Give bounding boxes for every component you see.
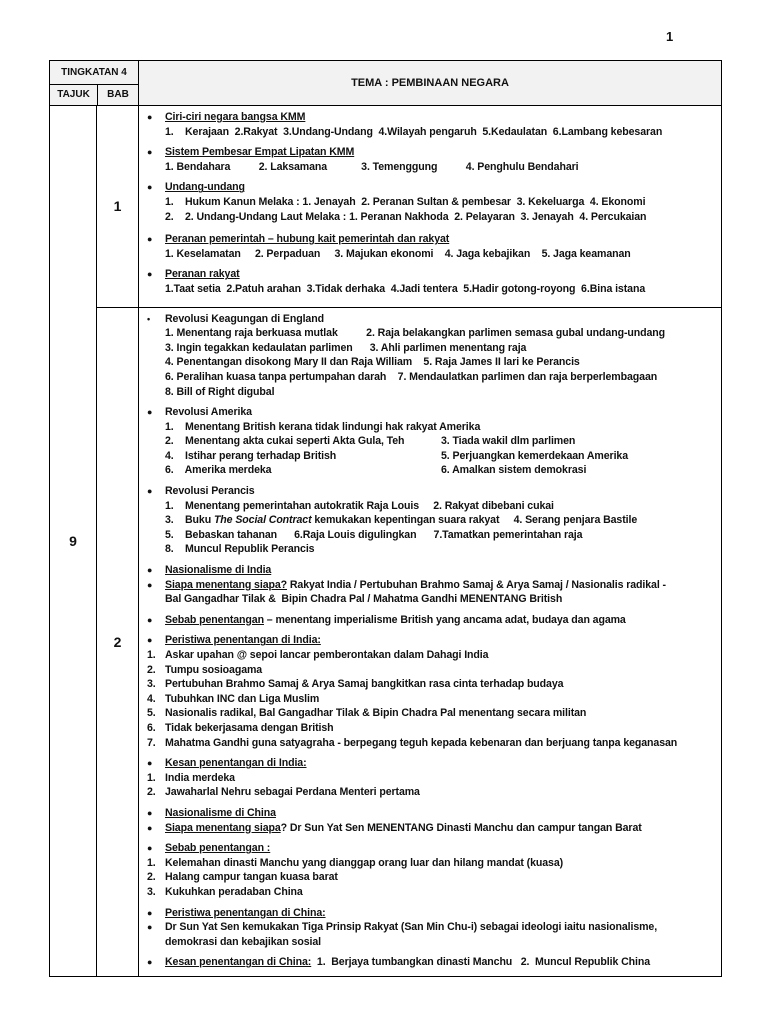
section-title: Nasionalisme di China	[165, 806, 276, 819]
content-line: Kesan penentangan di China: 1. Berjaya tumbangkan dinasti Manchu 2. Muncul Republik China	[165, 956, 651, 969]
content-line: 1. Keselamatan 2. Perpaduan 3. Majukan ekonomi 4. Jaga kebajikan 5. Jaga keamanan	[165, 247, 631, 260]
content-line: 8. Bill of Right digubal	[165, 385, 275, 398]
bab-label: BAB	[98, 85, 138, 105]
content-line: 3. Tiada wakil dlm parlimen	[441, 435, 576, 448]
content-line: 6. Amerika merdeka	[165, 464, 272, 477]
bullet-icon: ●	[147, 758, 153, 769]
content-line: 6. Amalkan sistem demokrasi	[441, 464, 587, 477]
list-number: 6.	[147, 721, 156, 734]
section-title: Peristiwa penentangan di India:	[165, 634, 321, 647]
bullet-icon: ●	[147, 407, 153, 418]
page-number: 1	[666, 29, 674, 44]
content-line: 1. Menentang British kerana tidak lindungi hak rakyat Amerika	[165, 420, 481, 433]
bullet-icon: ●	[147, 565, 153, 576]
list-number: 2.	[147, 871, 156, 884]
list-text: Jawaharlal Nehru sebagai Perdana Menteri pertama	[165, 786, 420, 799]
list-text: Tubuhkan INC dan Liga Muslim	[165, 692, 320, 705]
list-number: 1.	[147, 856, 156, 869]
list-item	[147, 736, 717, 751]
list-number: 5.	[147, 707, 156, 720]
bullet-icon: ●	[147, 269, 153, 280]
content-line: 3. Buku The Social Contract kemukakan kepentingan suara rakyat 4. Serang penjara Bastile	[165, 514, 638, 527]
list-text: Halang campur tangan kuasa barat	[165, 871, 338, 884]
content-line: 5. Perjuangkan kemerdekaan Amerika	[441, 449, 628, 462]
section-title: Sistem Pembesar Empat Lipatan KMM	[165, 146, 355, 159]
header-row	[50, 61, 722, 106]
content-line: 4. Penentangan disokong Mary II dan Raja William 5. Raja James II lari ke Perancis	[165, 356, 580, 369]
section-title: Revolusi Perancis	[165, 485, 255, 498]
list-item	[147, 706, 717, 721]
content-line: Bal Gangadhar Tilak & Bipin Chadra Pal / Mahatma Gandhi MENENTANG British	[165, 593, 563, 606]
list-text: Tumpu sosioagama	[165, 663, 263, 676]
bullet-icon: ●	[147, 614, 153, 625]
content-line: 8. Muncul Republik Perancis	[165, 543, 315, 556]
list-text: Kukuhkan peradaban China	[165, 885, 303, 898]
content-line: Dr Sun Yat Sen kemukakan Tiga Prinsip Rakyat (San Min Chu-i) sebagai ideologi iaitu nasionalisme,	[165, 921, 658, 934]
list-item	[147, 870, 717, 885]
bullet-icon: ●	[147, 579, 153, 590]
list-item	[147, 785, 717, 800]
list-text: Tidak bekerjasama dengan British	[165, 721, 334, 734]
section-title: Kesan penentangan di India:	[165, 757, 307, 770]
bab1-content	[139, 106, 722, 308]
list-text: Kelemahan dinasti Manchu yang dianggap orang luar dan hilang mandat (kuasa)	[165, 856, 564, 869]
bab2-content	[139, 307, 722, 976]
list-item	[147, 663, 717, 678]
list-item	[147, 856, 717, 871]
list-number: 4.	[147, 692, 156, 705]
section-title: Peristiwa penentangan di China:	[165, 906, 326, 919]
list-text: Nasionalis radikal, Bal Gangadhar Tilak & Bipin Chadra Pal menentang secara militan	[165, 707, 587, 720]
list-item	[147, 885, 717, 900]
content-line: demokrasi dan kebajikan sosial	[165, 935, 321, 948]
tajuk-value: 9	[50, 106, 97, 977]
bullet-icon: ●	[147, 486, 153, 497]
content-line: 2. 2. Undang-Undang Laut Melaka : 1. Peranan Nakhoda 2. Pelayaran 3. Jenayah 4. Percukaian	[165, 210, 647, 223]
list-item	[147, 692, 717, 707]
content-line: Siapa menentang siapa? Rakyat India / Pertubuhan Brahmo Samaj & Arya Samaj / Nasionalis radikal -	[165, 578, 666, 591]
tema-title: TEMA : PEMBINAAN NEGARA	[139, 61, 722, 106]
list-item	[147, 721, 717, 736]
section-title: Sebab penentangan :	[165, 842, 271, 855]
header-left-cell	[50, 61, 139, 106]
content-line: 4. Istihar perang terhadap British	[165, 449, 337, 462]
bullet-icon: ●	[147, 147, 153, 158]
bullet-icon: ●	[147, 182, 153, 193]
content-line: 1. Bendahara 2. Laksamana 3. Temenggung 4. Penghulu Bendahari	[165, 160, 579, 173]
content-line: 1. Kerajaan 2.Rakyat 3.Undang-Undang 4.Wilayah pengaruh 5.Kedaulatan 6.Lambang kebesaran	[165, 125, 663, 138]
bab1-number: 1	[97, 106, 139, 308]
content-line: 1.Taat setia 2.Patuh arahan 3.Tidak derhaka 4.Jadi tentera 5.Hadir gotong-royong 6.Bina istana	[165, 282, 646, 295]
bullet-icon: ●	[147, 843, 153, 854]
content-line: 6. Peralihan kuasa tanpa pertumpahan darah 7. Mendaulatkan parlimen dan raja berperlembagaan	[165, 370, 658, 383]
content-line: 5. Bebaskan tahanan 6.Raja Louis digulingkan 7.Tamatkan pemerintahan raja	[165, 528, 583, 541]
section-title: Revolusi Keagungan di England	[165, 312, 324, 325]
list-number: 2.	[147, 786, 156, 799]
section-title: Peranan rakyat	[165, 268, 240, 281]
list-item	[147, 771, 717, 786]
list-item	[147, 648, 717, 663]
list-text: Pertubuhan Brahmo Samaj & Arya Samaj bangkitkan rasa cinta terhadap budaya	[165, 678, 564, 691]
list-text: Askar upahan @ sepoi lancar pemberontakan dalam Dahagi India	[165, 649, 489, 661]
content-line: 2. Menentang akta cukai seperti Akta Gula, Teh	[165, 435, 405, 448]
list-text: Mahatma Gandhi guna satyagraha - berpegang teguh kepada kebenaran dan berjuang tanpa keganasan	[165, 736, 678, 749]
bab1-row	[50, 106, 722, 308]
bullet-icon: ●	[147, 922, 153, 933]
section-title: Peranan pemerintah – hubung kait pemerintah dan rakyat	[165, 233, 450, 246]
content-line: Sebab penentangan – menentang imperialisme British yang ancama adat, budaya dan agama	[165, 613, 626, 626]
content-line: Siapa menentang siapa? Dr Sun Yat Sen MENENTANG Dinasti Manchu dan campur tangan Barat	[165, 821, 642, 834]
list-number: 3.	[147, 678, 156, 691]
list-number: 1.	[147, 771, 156, 784]
section-title: Revolusi Amerika	[165, 406, 252, 419]
bab2-number: 2	[97, 307, 139, 976]
content-line: 1. Menentang raja berkuasa mutlak 2. Raja belakangkan parlimen semasa gubal undang-undang	[165, 327, 666, 340]
section-title: Undang-undang	[165, 181, 245, 194]
bullet-icon: ●	[147, 822, 153, 833]
tajuk-label: TAJUK	[50, 85, 98, 105]
list-number: 7.	[147, 736, 156, 749]
content-line: 3. Ingin tegakkan kedaulatan parlimen 3. Ahli parlimen menentang raja	[165, 341, 527, 354]
bullet-icon: •	[147, 313, 151, 324]
bullet-icon: ●	[147, 907, 153, 918]
content-line: 1. Menentang pemerintahan autokratik Raja Louis 2. Rakyat dibebani cukai	[165, 499, 554, 512]
syllabus-table	[49, 60, 722, 977]
list-item	[147, 677, 717, 692]
section-title: Ciri-ciri negara bangsa KMM	[165, 111, 306, 123]
bullet-icon: ●	[147, 635, 153, 646]
list-text: India merdeka	[165, 771, 235, 784]
list-number: 1.	[147, 649, 156, 661]
bullet-icon: ●	[147, 957, 153, 968]
list-number: 3.	[147, 885, 156, 898]
list-number: 2.	[147, 663, 156, 676]
bullet-icon: ●	[147, 807, 153, 818]
bullet-icon: ●	[147, 234, 153, 245]
bab2-row	[50, 307, 722, 976]
tingkatan-label: TINGKATAN 4	[50, 61, 138, 84]
section-title: Nasionalisme di India	[165, 564, 272, 577]
bullet-icon: ●	[147, 112, 153, 122]
content-line: 1. Hukum Kanun Melaka : 1. Jenayah 2. Peranan Sultan & pembesar 3. Kekeluarga 4. Ekonomi	[165, 195, 646, 208]
